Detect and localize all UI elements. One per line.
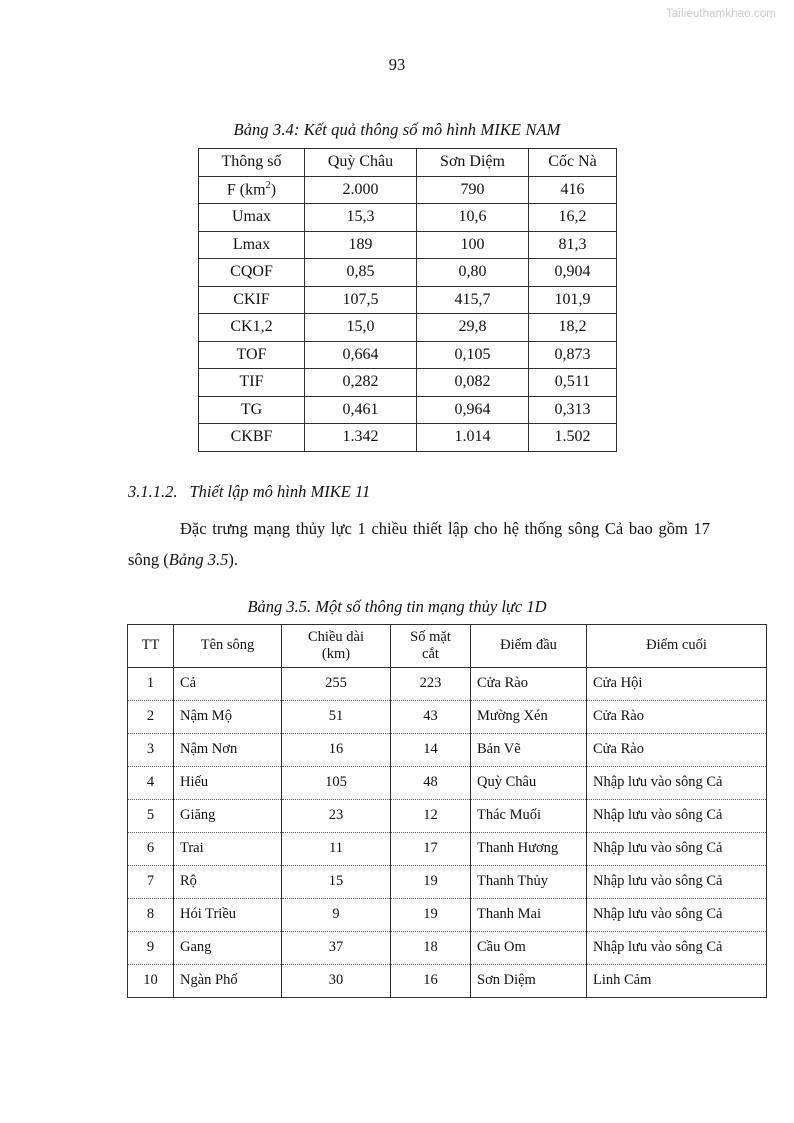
cell-end-point: Cửa Hội	[587, 667, 767, 700]
table-row	[199, 149, 617, 177]
cell-start-point: Mường Xén	[471, 700, 587, 733]
cell-tt: 5	[128, 799, 174, 832]
cell-param: CK1,2	[199, 314, 305, 342]
column-header-length	[282, 624, 391, 667]
cell-value: 0,282	[305, 369, 417, 397]
section-title: Thiết lập mô hình MIKE 11	[189, 481, 371, 501]
cell-river-name: Gang	[174, 931, 282, 964]
table-row	[199, 341, 617, 369]
cell-value: 16,2	[529, 204, 617, 232]
cell-sections: 14	[391, 733, 471, 766]
cell-length: 255	[282, 667, 391, 700]
section-heading	[0, 482, 794, 502]
cell-start-point: Bản Vẽ	[471, 733, 587, 766]
cell-tt: 2	[128, 700, 174, 733]
cell-length: 23	[282, 799, 391, 832]
cell-river-name: Hói Triều	[174, 898, 282, 931]
cell-length: 51	[282, 700, 391, 733]
table-row	[199, 314, 617, 342]
cell-value: 15,3	[305, 204, 417, 232]
cell-value: 107,5	[305, 286, 417, 314]
cell-value: 100	[417, 231, 529, 259]
cell-tt: 6	[128, 832, 174, 865]
table-3-5	[127, 624, 767, 998]
table-row	[128, 733, 767, 766]
column-header-start-point: Điểm đầu	[471, 624, 587, 667]
cell-value: 0,80	[417, 259, 529, 287]
cell-value: 0,461	[305, 396, 417, 424]
cell-river-name: Giăng	[174, 799, 282, 832]
table-row	[128, 964, 767, 997]
page-number: 93	[388, 55, 406, 74]
paragraph-table-reference: Bảng 3.5	[168, 549, 229, 569]
cell-value: 790	[417, 176, 529, 204]
cell-sections: 12	[391, 799, 471, 832]
table-row	[199, 424, 617, 452]
column-header-tt: TT	[128, 624, 174, 667]
table-row	[128, 766, 767, 799]
cell-value: 0,664	[305, 341, 417, 369]
cell-river-name: Hiếu	[174, 766, 282, 799]
cell-value: 1.502	[529, 424, 617, 452]
cell-river-name: Nậm Nơn	[174, 733, 282, 766]
cell-river-name: Ngàn Phố	[174, 964, 282, 997]
cell-end-point: Nhập lưu vào sông Cả	[587, 865, 767, 898]
cell-end-point: Nhập lưu vào sông Cả	[587, 832, 767, 865]
cell-value: 0,105	[417, 341, 529, 369]
cell-start-point: Quỳ Châu	[471, 766, 587, 799]
cell-length: 16	[282, 733, 391, 766]
cell-param: Umax	[199, 204, 305, 232]
cell-start-point: Thanh Hương	[471, 832, 587, 865]
cell-value: 29,8	[417, 314, 529, 342]
cell-tt: 10	[128, 964, 174, 997]
cell-river-name: Trai	[174, 832, 282, 865]
cell-param: CKBF	[199, 424, 305, 452]
column-header-quy-chau: Quỳ Châu	[305, 149, 417, 177]
cell-param: TG	[199, 396, 305, 424]
site-watermark: Tailieuthamkhao.com	[666, 8, 776, 20]
cell-end-point: Nhập lưu vào sông Cả	[587, 931, 767, 964]
cell-value: 81,3	[529, 231, 617, 259]
paragraph-text-part1: Đặc trưng mạng thủy lực 1 chiều thiết lập cho hệ thống sông Cả bao gồm 17 sông (	[128, 518, 710, 569]
cell-value: 0,313	[529, 396, 617, 424]
cell-value: 0,873	[529, 341, 617, 369]
cell-start-point: Thác Muối	[471, 799, 587, 832]
cell-river-name: Nậm Mộ	[174, 700, 282, 733]
cell-end-point: Nhập lưu vào sông Cả	[587, 898, 767, 931]
table-3-4-body	[199, 149, 617, 452]
cell-tt: 1	[128, 667, 174, 700]
table-row	[199, 231, 617, 259]
cell-value: 1.014	[417, 424, 529, 452]
cell-tt: 8	[128, 898, 174, 931]
cell-param: CQOF	[199, 259, 305, 287]
cell-start-point: Cầu Om	[471, 931, 587, 964]
param-superscript: 2	[265, 180, 271, 192]
column-header-sections	[391, 624, 471, 667]
cell-value: 0,85	[305, 259, 417, 287]
cell-end-point: Linh Cảm	[587, 964, 767, 997]
table-3-4	[198, 148, 617, 452]
table-row	[128, 931, 767, 964]
table-row	[128, 700, 767, 733]
cell-value: 10,6	[417, 204, 529, 232]
table-3-4-wrapper	[198, 148, 596, 452]
column-header-coc-na: Cốc Nà	[529, 149, 617, 177]
cell-value: 0,511	[529, 369, 617, 397]
table-3-5-body	[128, 667, 767, 997]
column-header-river-name: Tên sông	[174, 624, 282, 667]
section-number: 3.1.1.2.	[128, 481, 178, 501]
sections-header-line2: cắt	[422, 645, 439, 662]
cell-sections: 19	[391, 898, 471, 931]
cell-value: 101,9	[529, 286, 617, 314]
table-3-4-caption: Bảng 3.4: Kết quả thông số mô hình MIKE NAM	[233, 120, 561, 139]
cell-start-point: Sơn Diệm	[471, 964, 587, 997]
cell-river-name: Rộ	[174, 865, 282, 898]
table-row	[128, 898, 767, 931]
cell-value: 416	[529, 176, 617, 204]
cell-length: 30	[282, 964, 391, 997]
cell-length: 15	[282, 865, 391, 898]
cell-sections: 43	[391, 700, 471, 733]
table-row	[199, 286, 617, 314]
table-row	[199, 369, 617, 397]
table-row	[199, 176, 617, 204]
table-row	[128, 865, 767, 898]
length-header-line1: Chiều dài	[308, 628, 364, 645]
cell-sections: 223	[391, 667, 471, 700]
cell-param: TIF	[199, 369, 305, 397]
cell-end-point: Cửa Rào	[587, 700, 767, 733]
cell-length: 37	[282, 931, 391, 964]
page-content	[0, 120, 794, 998]
cell-param	[199, 176, 305, 204]
table-row	[128, 667, 767, 700]
cell-river-name: Cả	[174, 667, 282, 700]
cell-end-point: Nhập lưu vào sông Cả	[587, 766, 767, 799]
cell-value: 415,7	[417, 286, 529, 314]
cell-length: 11	[282, 832, 391, 865]
cell-value: 0,082	[417, 369, 529, 397]
cell-end-point: Nhập lưu vào sông Cả	[587, 799, 767, 832]
cell-param: Lmax	[199, 231, 305, 259]
cell-sections: 16	[391, 964, 471, 997]
column-header-end-point: Điểm cuối	[587, 624, 767, 667]
cell-sections: 19	[391, 865, 471, 898]
cell-tt: 3	[128, 733, 174, 766]
cell-tt: 9	[128, 931, 174, 964]
cell-tt: 7	[128, 865, 174, 898]
cell-start-point: Thanh Thủy	[471, 865, 587, 898]
table-row	[199, 396, 617, 424]
cell-sections: 18	[391, 931, 471, 964]
paragraph-text-part2: ).	[228, 549, 239, 569]
cell-tt: 4	[128, 766, 174, 799]
cell-length: 9	[282, 898, 391, 931]
cell-value: 0,964	[417, 396, 529, 424]
length-header-line2: (km)	[321, 645, 351, 662]
table-row	[128, 799, 767, 832]
table-3-5-wrapper	[127, 624, 723, 998]
cell-value: 15,0	[305, 314, 417, 342]
cell-value: 2.000	[305, 176, 417, 204]
cell-sections: 17	[391, 832, 471, 865]
cell-sections: 48	[391, 766, 471, 799]
cell-start-point: Thanh Mai	[471, 898, 587, 931]
table-header-row	[128, 624, 767, 667]
cell-param: TOF	[199, 341, 305, 369]
param-tail: )	[270, 181, 277, 199]
table-3-5-caption: Bảng 3.5. Một số thông tin mạng thủy lực 1D	[247, 596, 547, 616]
cell-value: 1.342	[305, 424, 417, 452]
table-row	[199, 204, 617, 232]
table-3-5-head	[128, 624, 767, 667]
sections-header-line1: Số mặt	[410, 628, 451, 645]
cell-value: 189	[305, 231, 417, 259]
cell-end-point: Cửa Rào	[587, 733, 767, 766]
cell-value: 18,2	[529, 314, 617, 342]
param-text: F (km	[226, 181, 266, 199]
cell-start-point: Cửa Rào	[471, 667, 587, 700]
table-row	[199, 259, 617, 287]
column-header-param: Thông số	[199, 149, 305, 177]
section-paragraph	[0, 513, 794, 575]
column-header-son-diem: Sơn Diệm	[417, 149, 529, 177]
cell-length: 105	[282, 766, 391, 799]
table-row	[128, 832, 767, 865]
cell-value: 0,904	[529, 259, 617, 287]
cell-param: CKIF	[199, 286, 305, 314]
